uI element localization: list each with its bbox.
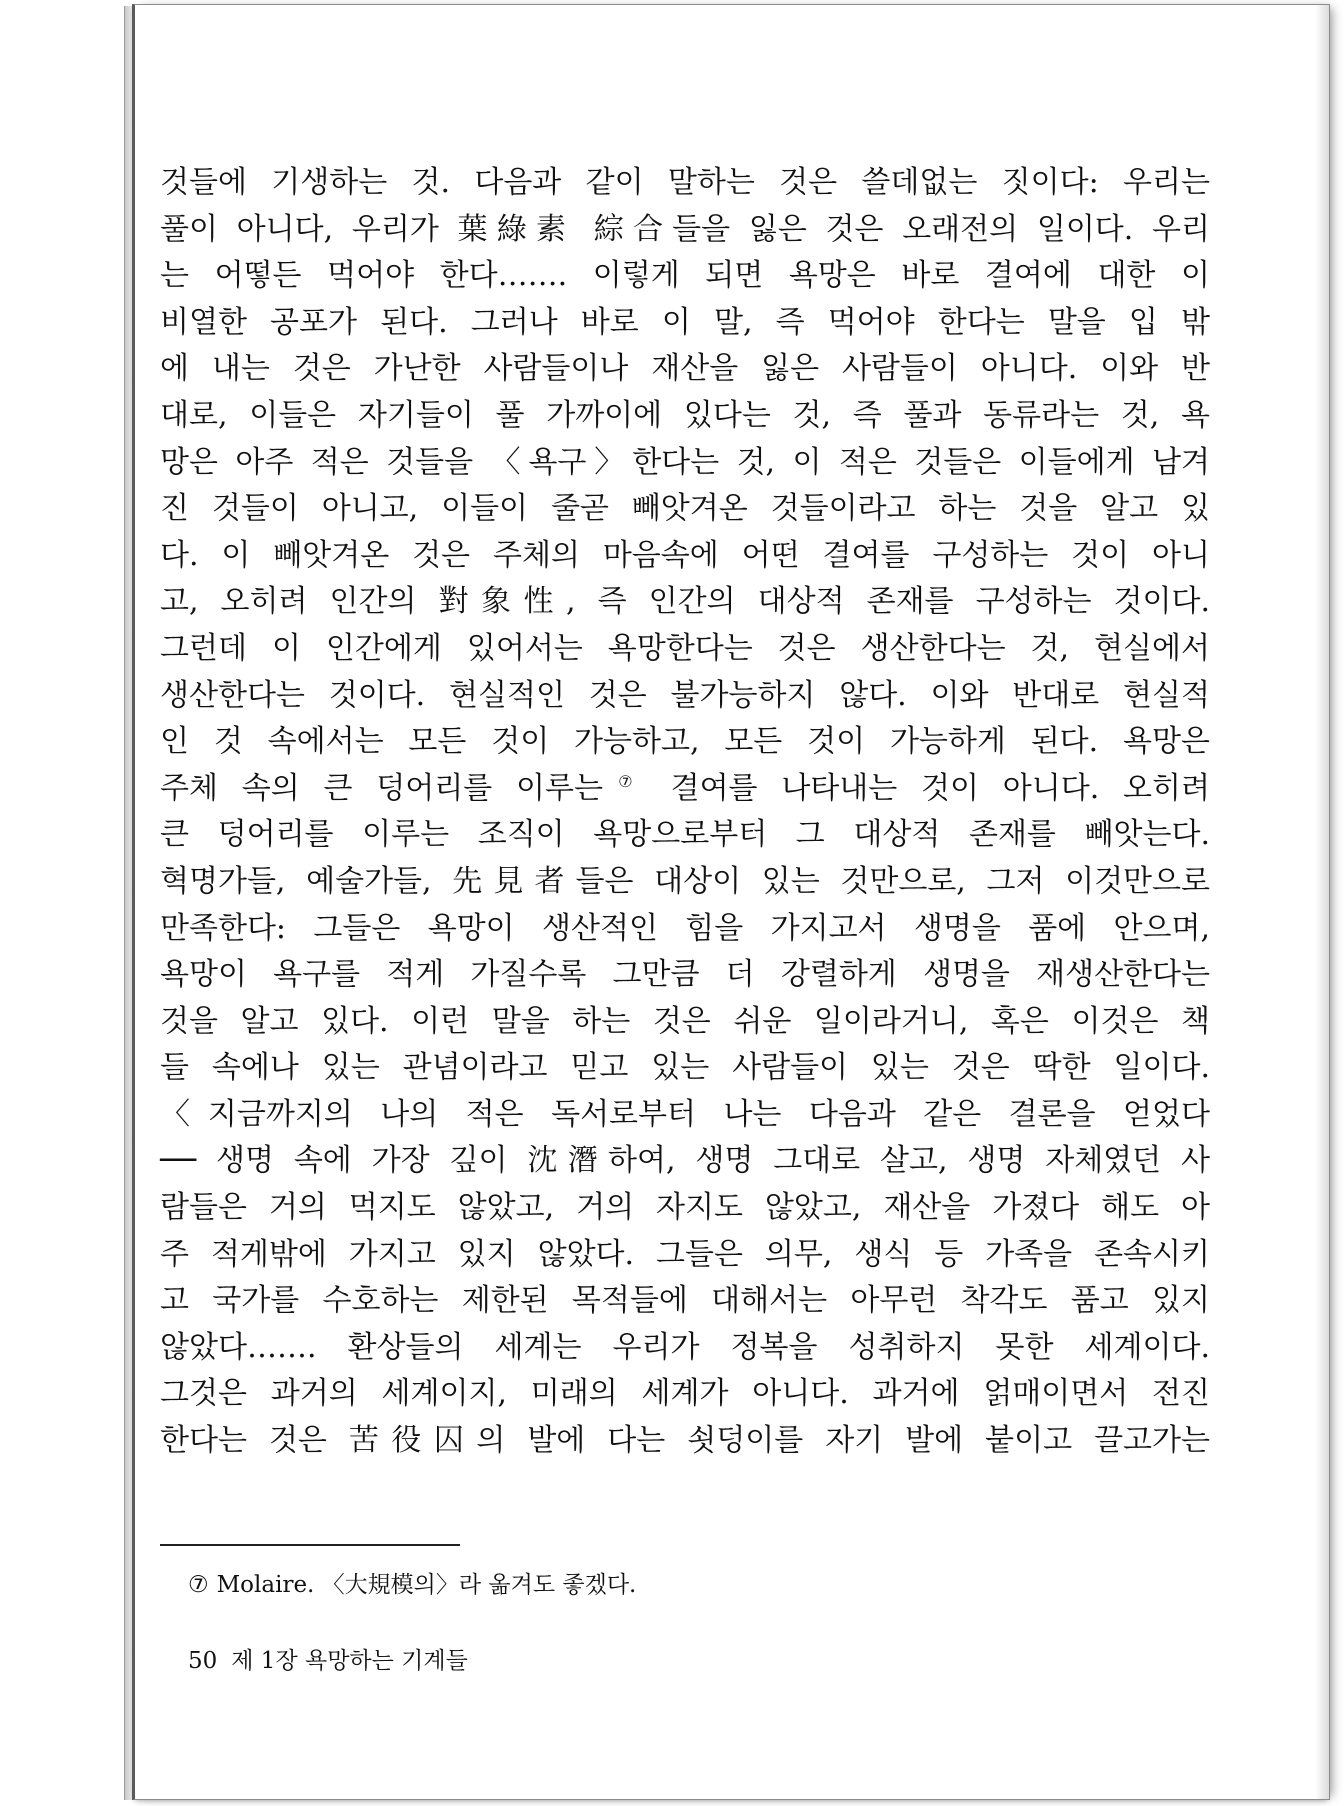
text-line: 들 속에나 있는 관념이라고 믿고 있는 사람들이 있는 것은 딱한 일이다.: [160, 1050, 1210, 1086]
footnote: [188, 1566, 636, 1599]
text-line: 그것은 과거의 세계이지, 미래의 세계가 아니다. 과거에 얽매이면서 전진: [160, 1376, 1210, 1412]
text-line: 주 적게밖에 가지고 있지 않았다. 그들은 의무, 생식 등 가족을 존속시키: [160, 1236, 1210, 1272]
footnote-text: Molaire. 〈大規模의〉라 옮겨도 좋겠다.: [216, 1572, 637, 1598]
footnote-reference[interactable]: ⑦: [603, 771, 647, 791]
page-edge-shading: [1315, 5, 1329, 1799]
text-line: 않았다……. 환상들의 세계는 우리가 정복을 성취하지 못한 세계이다.: [160, 1329, 1210, 1365]
text-line: 고, 오히려 인간의 對象性, 즉 인간의 대상적 존재를 구성하는 것이다.: [160, 584, 1210, 620]
text-line: 혁명가들, 예술가들, 先見者들은 대상이 있는 것만으로, 그저 이것만으로: [160, 863, 1210, 899]
text-line: 한다는 것은 苦役囚의 발에 다는 쇳덩이를 자기 발에 붙이고 끌고가는: [160, 1423, 1210, 1459]
chapter-title: 제 1장 욕망하는 기계들: [231, 1648, 468, 1674]
footnote-divider: [160, 1544, 460, 1546]
text-line: 큰 덩어리를 이루는 조직이 욕망으로부터 그 대상적 존재를 빼앗는다.: [160, 817, 1210, 853]
text-line: 욕망이 욕구를 적게 가질수록 그만큼 더 강렬하게 생명을 재생산한다는: [160, 957, 1210, 993]
text-line: 에 내는 것은 가난한 사람들이나 재산을 잃은 사람들이 아니다. 이와 반: [160, 351, 1210, 387]
text-line: 인 것 속에서는 모든 것이 가능하고, 모든 것이 가능하게 된다. 욕망은: [160, 724, 1210, 760]
text-line: 진 것들이 아니고, 이들이 줄곧 빼앗겨온 것들이라고 하는 것을 알고 있: [160, 491, 1210, 527]
text-line: 고 국가를 수호하는 제한된 목적들에 대해서는 아무런 착각도 품고 있지: [160, 1283, 1210, 1319]
footnote-number: ⑦: [188, 1572, 209, 1598]
text-line: 대로, 이들은 자기들이 풀 가까이에 있다는 것, 즉 풀과 동류라는 것, 욕: [160, 397, 1210, 433]
text-segment: 결여를 나타내는 것이 아니다. 오히려: [646, 770, 1210, 806]
text-line: 그런데 이 인간에게 있어서는 욕망한다는 것은 생산한다는 것, 현실에서: [160, 630, 1210, 666]
text-line: 풀이 아니다, 우리가 葉綠素 綜合들을 잃은 것은 오래전의 일이다. 우리: [160, 211, 1210, 247]
text-line: 람들은 거의 먹지도 않았고, 거의 자지도 않았고, 재산을 가졌다 해도 아: [160, 1190, 1210, 1226]
text-line: 비열한 공포가 된다. 그러나 바로 이 말, 즉 먹어야 한다는 말을 입 밖: [160, 304, 1210, 340]
text-line: 는 어떻든 먹어야 한다……. 이렇게 되면 욕망은 바로 결여에 대한 이: [160, 258, 1210, 294]
text-line: 것들에 기생하는 것. 다음과 같이 말하는 것은 쓸데없는 짓이다: 우리는: [160, 165, 1210, 200]
text-line-with-footnote: [160, 766, 1210, 813]
text-line: 것을 알고 있다. 이런 말을 하는 것은 쉬운 일이라거니, 혹은 이것은 책: [160, 1003, 1210, 1039]
text-line: 망은 아주 적은 것들을 〈욕구〉한다는 것, 이 적은 것들은 이들에게 남겨: [160, 444, 1210, 480]
page-number: 50: [188, 1648, 218, 1674]
text-line: 만족한다: 그들은 욕망이 생산적인 힘을 가지고서 생명을 품에 안으며,: [160, 910, 1210, 946]
text-line: 다. 이 빼앗겨온 것은 주체의 마음속에 어떤 결여를 구성하는 것이 아니: [160, 537, 1210, 573]
text-segment: 주체 속의 큰 덩어리를 이루는: [160, 770, 603, 806]
text-line: 생산한다는 것이다. 현실적인 것은 불가능하지 않다. 이와 반대로 현실적: [160, 677, 1210, 713]
body-text: [160, 160, 1210, 1465]
text-line: 〈지금까지의 나의 적은 독서로부터 나는 다음과 같은 결론을 얻었다: [160, 1096, 1210, 1132]
running-footer: [188, 1642, 468, 1675]
text-line: ── 생명 속에 가장 깊이 沈潛하여, 생명 그대로 살고, 생명 자체였던 사: [160, 1143, 1210, 1179]
